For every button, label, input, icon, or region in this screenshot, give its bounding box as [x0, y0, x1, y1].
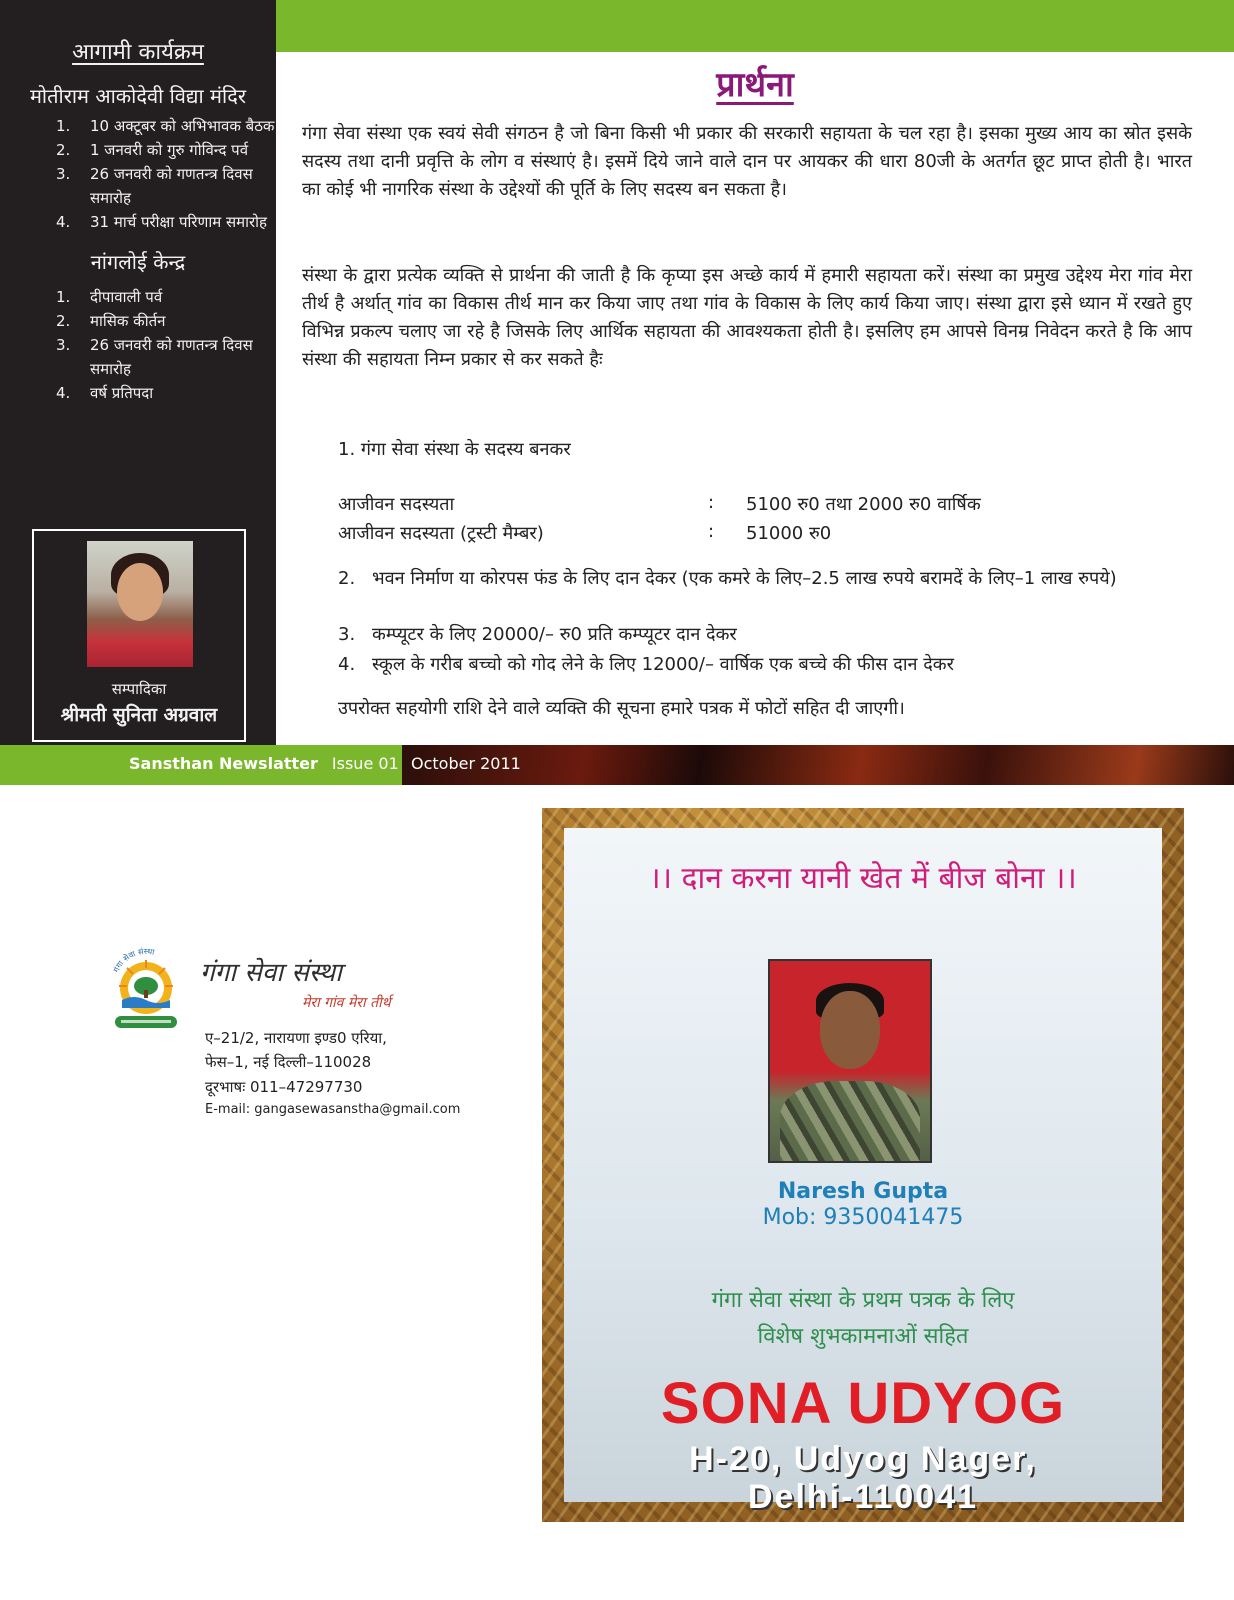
sidebar-upcoming-events — [0, 0, 276, 745]
footer-date: October 2011 — [411, 754, 521, 773]
donation-option-4 — [338, 651, 1192, 679]
list-item-text: 31 मार्च परीक्षा परिणाम समारोह — [90, 213, 267, 231]
sponsor-mobile: Mob: 9350041475 — [762, 1205, 964, 1230]
ad-slogan: ।। दान करना यानी खेत में बीज बोना ।। — [649, 861, 1077, 896]
ad-address-line-1: H-20, Udyog Nager, — [689, 1440, 1037, 1478]
article-title: प्रार्थना — [716, 65, 794, 105]
list-item-number: 3. — [56, 165, 71, 183]
list-item-number: 2. — [56, 141, 71, 159]
ad-panel — [564, 828, 1162, 1516]
membership-value: 5100 रु0 तथा 2000 रु0 वार्षिक — [746, 494, 981, 515]
membership-value: 51000 रु0 — [746, 523, 832, 544]
list-item — [56, 114, 276, 138]
org-address-line-2: फेस–1, नई दिल्ली–110028 — [205, 1053, 372, 1071]
list-item-number: 1. — [56, 117, 71, 135]
list-item-text: 26 जनवरी को गणतन्त्र दिवस समारोह — [90, 165, 253, 207]
list-item-text: मासिक कीर्तन — [90, 312, 166, 330]
ad-wish-line-2: विशेष शुभकामनाओं सहित — [757, 1324, 969, 1349]
option-text: स्कूल के गरीब बच्चो को गोद लेने के लिए 12000/– वार्षिक एक बच्चे की फीस दान देकर — [372, 654, 954, 675]
sidebar-section1-title: मोतीराम आकोदेवी विद्या मंदिर — [29, 84, 247, 108]
editor-name: श्रीमती सुनिता अग्रवाल — [60, 704, 218, 726]
header-green-bar — [276, 0, 1234, 52]
membership-row — [338, 492, 981, 516]
article-paragraph-2: संस्था के द्वारा प्रत्येक व्यक्ति से प्रार्थना की जाती है कि कृप्या इस अच्छे कार्य में हमारी सहायता करें। संस्था का प्रमुख उद्देश्य मेरा गांव मेरा तीर्थ है अर्थात् गांव का विकास तीर्थ मान कर किया जाए तथा गांव के विकास के लिए कार्य किया जाए। संस्था द्वारा इसे ध्यान में रखते हुए विभिन्न प्रकल्प चलाए जा रहे है जिसके लिए आर्थिक सहायता की आवश्यकता होती है। इसलिए हम आपसे विनम्र निवेदन करते है कि आप संस्था की सहायता निम्न प्रकार से कर सकते हैः — [302, 265, 1192, 370]
list-item-text: 10 अक्टूबर को अभिभावक बैठक — [90, 117, 275, 135]
list-item-text: 26 जनवरी को गणतन्त्र दिवस समारोह — [90, 336, 253, 378]
sidebar-section1-list — [0, 114, 276, 234]
org-logo-arc-text: गंगा सेवा संस्था — [111, 946, 155, 974]
footer-decorative-band — [402, 745, 1234, 785]
list-item-text: वर्ष प्रतिपदा — [90, 384, 154, 402]
editor-photo — [87, 541, 193, 667]
ad-wish-line-1: गंगा सेवा संस्था के प्रथम पत्रक के लिए — [711, 1288, 1015, 1313]
membership-label: आजीवन सदस्यता (ट्रस्टी मैम्बर) — [338, 523, 544, 544]
org-phone: दूरभाषः 011–47297730 — [205, 1078, 363, 1096]
sidebar-heading: आगामी कार्यक्रम — [72, 40, 204, 65]
list-item — [56, 285, 276, 309]
footer-info — [129, 754, 521, 773]
sidebar-section2-list — [0, 285, 276, 405]
donation-option-1: 1. गंगा सेवा संस्था के सदस्य बनकर — [338, 439, 571, 460]
sponsor-photo-shirt — [780, 1081, 920, 1163]
list-item — [56, 309, 276, 333]
article-closing-note: उपरोक्त सहयोगी राशि देने वाले व्यक्ति की सूचना हमारे पत्रक में फोटों सहित दी जाएगी। — [338, 698, 905, 719]
sponsor-photo-face — [820, 991, 880, 1069]
option-text: भवन निर्माण या कोरपस फंड के लिए दान देकर (एक कमरे के लिए–2.5 लाख रुपये बरामदें के लिए–1 लाख रुपये) — [372, 568, 1117, 589]
footer-publication: Sansthan Newslatter — [129, 754, 318, 773]
list-item-number: 4. — [56, 384, 71, 402]
sponsor-photo — [768, 959, 932, 1163]
editor-photo-face — [117, 563, 163, 621]
list-item-text: 1 जनवरी को गुरु गोविन्द पर्व — [90, 141, 249, 159]
donation-option-3 — [338, 621, 1192, 649]
list-item — [56, 162, 276, 210]
membership-label: आजीवन सदस्यता — [338, 494, 455, 515]
ad-company-name: SONA UDYOG — [660, 1371, 1066, 1436]
option-number: 2. — [338, 568, 356, 589]
membership-row — [338, 521, 832, 545]
membership-colon: : — [708, 521, 715, 542]
footer-issue: Issue 01 — [331, 754, 399, 773]
list-item — [56, 333, 276, 381]
list-item — [56, 210, 276, 234]
article-paragraph-1: गंगा सेवा संस्था एक स्वयं सेवी संगठन है जो बिना किसी भी प्रकार की सरकारी सहायता के चल रहा है। इसका मुख्य आय का स्रोत इसके सदस्य तथा दानी प्रवृत्ति के लोग व संस्थाएं है। इसमें दिये जाने वाले दान पर आयकर की धारा 80जी के अतर्गत छूट प्राप्त होती है। भारत का कोई भी नागरिक संस्था के उद्देश्यों की पूर्ति के लिए सदस्य बन सकता है। — [302, 123, 1192, 200]
list-item-number: 4. — [56, 213, 71, 231]
sponsor-advertisement — [542, 808, 1184, 1522]
option-text: कम्प्यूटर के लिए 20000/– रु0 प्रति कम्प्यूटर दान देकर — [372, 624, 737, 645]
ad-address-line-2: Delhi-110041 — [747, 1478, 979, 1516]
list-item — [56, 381, 276, 405]
org-email: E-mail: gangasewasanstha@gmail.com — [205, 1102, 461, 1117]
option-number: 3. — [338, 624, 356, 645]
donation-option-2 — [338, 565, 1192, 593]
editor-card — [32, 529, 246, 742]
list-item — [56, 138, 276, 162]
list-item-number: 2. — [56, 312, 71, 330]
org-address-line-1: ए–21/2, नारायणा इण्ड0 एरिया, — [205, 1029, 387, 1047]
membership-colon: : — [708, 492, 715, 513]
sidebar-section2-title: नांगलोई केन्द्र — [90, 250, 186, 274]
list-item-text: दीपावाली पर्व — [90, 288, 163, 306]
editor-label: सम्पादिका — [111, 680, 167, 698]
org-tagline: मेरा गांव मेरा तीर्थ — [302, 995, 391, 1011]
list-item-number: 1. — [56, 288, 71, 306]
list-item-number: 3. — [56, 336, 71, 354]
org-logo-icon — [107, 944, 185, 1036]
sponsor-name: Naresh Gupta — [777, 1179, 949, 1204]
org-name: गंगा सेवा संस्था — [200, 958, 342, 988]
option-number: 4. — [338, 654, 356, 675]
